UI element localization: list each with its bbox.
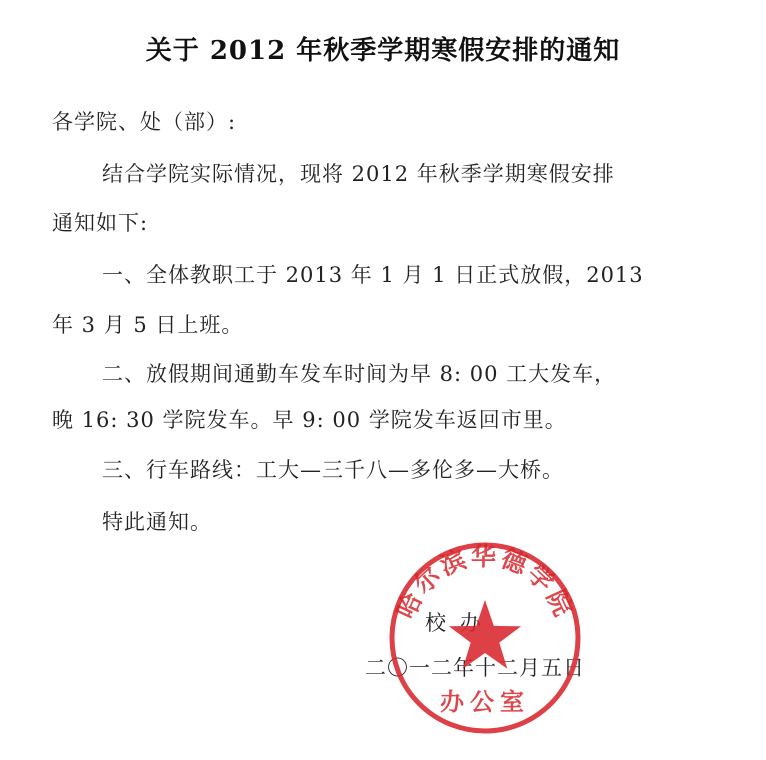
sign-office: 校办: [425, 611, 495, 635]
svg-text:办公室: 办公室: [440, 687, 530, 716]
paragraph-item-2: 二、放假期间通勤车发车时间为早 8: 00 工大发车，: [102, 362, 617, 386]
paragraph-intro: 结合学院实际情况，现将 2012 年秋季学期寒假安排: [102, 162, 615, 186]
paragraph-intro-cont: 通知如下:: [52, 211, 149, 235]
official-seal: [385, 538, 585, 738]
paragraph-item-1: 一、全体教职工于 2013 年 1 月 1 日正式放假，2013: [102, 263, 644, 287]
star-icon: [449, 600, 521, 669]
salutation: 各学院、处（部）:: [52, 110, 237, 134]
paragraph-item-1-cont: 年 3 月 5 日上班。: [52, 313, 244, 337]
notice-title: 关于 2012 年秋季学期寒假安排的通知: [145, 36, 621, 66]
paragraph-item-2-cont: 晚 16: 30 学院发车。早 9: 00 学院发车返回市里。: [52, 408, 567, 432]
sign-date: 二〇一二年十二月五日: [365, 656, 585, 680]
paragraph-item-3: 三、行车路线：工大—三千八—多伦多—大桥。: [102, 458, 564, 482]
svg-text:哈尔滨华德学院: 哈尔滨华德学院: [391, 541, 579, 624]
closing: 特此通知。: [102, 510, 212, 534]
